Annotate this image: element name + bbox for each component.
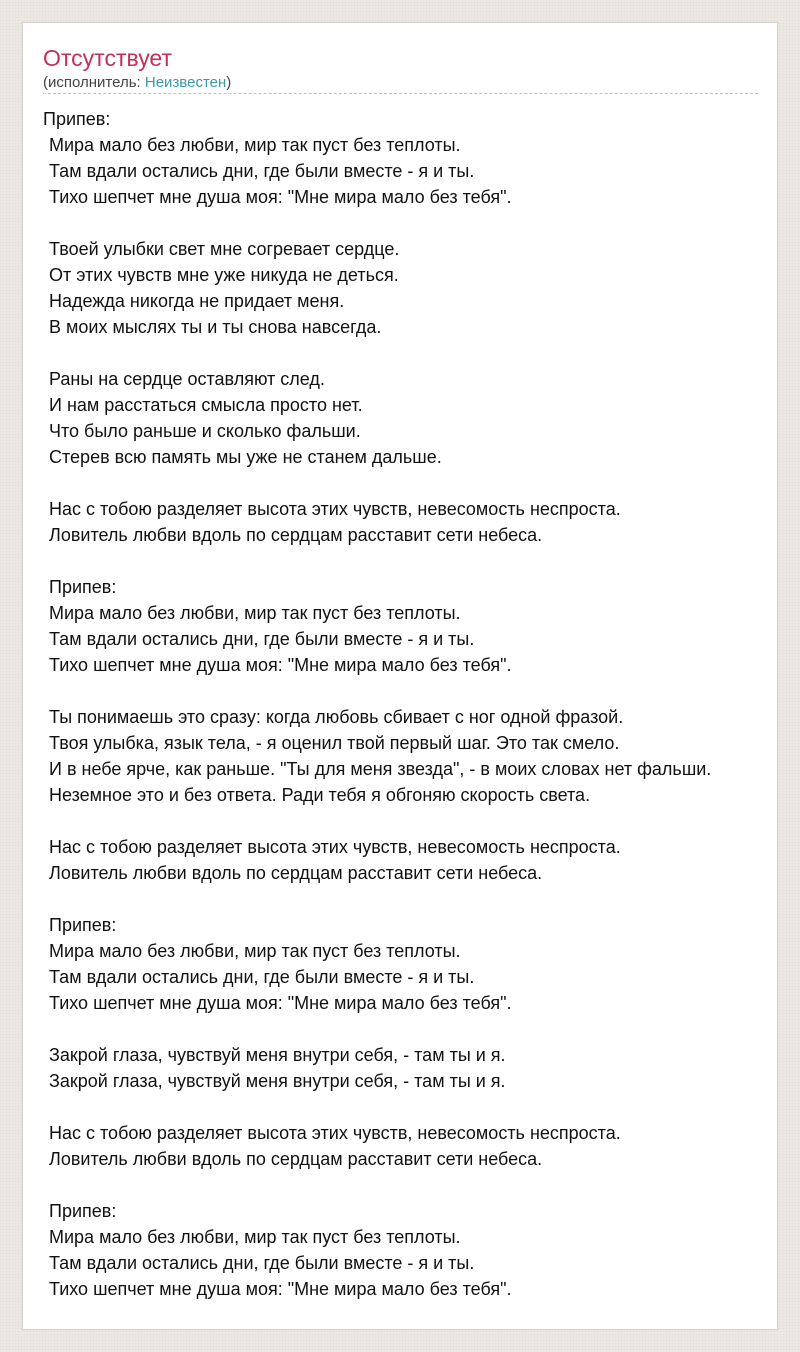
lyric-line: В моих мыслях ты и ты снова навсегда. bbox=[49, 317, 382, 337]
chorus-stanza bbox=[43, 912, 800, 1016]
artist-link[interactable]: Неизвестен bbox=[144, 74, 227, 91]
lyric-line: Ловитель любви вдоль по сердцам расставит сети небеса. bbox=[49, 525, 543, 545]
lyrics-text bbox=[43, 106, 800, 1328]
header-divider bbox=[43, 93, 758, 94]
lyric-line: Нас с тобою разделяет высота этих чувств, невесомость неспроста. bbox=[49, 837, 621, 857]
lyric-line: Тихо шепчет мне душа моя: "Мне мира мало без тебя". bbox=[49, 655, 512, 675]
lyric-line: Там вдали остались дни, где были вместе - я и ты. bbox=[49, 161, 475, 181]
lyric-line: Тихо шепчет мне душа моя: "Мне мира мало без тебя". bbox=[49, 993, 512, 1013]
lyric-line: Стерев всю память мы уже не станем дальше. bbox=[49, 447, 442, 467]
lyric-line: Мира мало без любви, мир так пуст без теплоты. bbox=[49, 941, 461, 961]
lyric-line: И в небе ярче, как раньше. "Ты для меня звезда", - в моих словах нет фальши. bbox=[49, 759, 712, 779]
chorus-stanza bbox=[43, 106, 800, 210]
chorus-stanza bbox=[43, 1198, 800, 1302]
verse-stanza bbox=[43, 1120, 800, 1172]
lyric-line: От этих чувств мне уже никуда не деться. bbox=[49, 265, 399, 285]
chorus-stanza bbox=[43, 574, 800, 678]
lyric-line: Там вдали остались дни, где были вместе - я и ты. bbox=[49, 967, 475, 987]
lyric-line: Ловитель любви вдоль по сердцам расставит сети небеса. bbox=[49, 863, 543, 883]
lyric-line: Ты понимаешь это сразу: когда любовь сбивает с ног одной фразой. bbox=[49, 707, 624, 727]
lyric-line: Неземное это и без ответа. Ради тебя я обгоняю скорость света. bbox=[49, 785, 591, 805]
lyric-line: Тихо шепчет мне душа моя: "Мне мира мало без тебя". bbox=[49, 187, 512, 207]
lyric-line: Закрой глаза, чувствуй меня внутри себя, - там ты и я. bbox=[49, 1071, 506, 1091]
chorus-label: Припев: bbox=[49, 1201, 117, 1221]
lyric-line: Нас с тобою разделяет высота этих чувств, невесомость неспроста. bbox=[49, 1123, 621, 1143]
song-title: Отсутствует bbox=[43, 45, 172, 71]
lyric-line: Нас с тобою разделяет высота этих чувств, невесомость неспроста. bbox=[49, 499, 621, 519]
verse-stanza bbox=[43, 834, 800, 886]
lyric-line: Надежда никогда не придает меня. bbox=[49, 291, 345, 311]
chorus-label: Припев: bbox=[49, 577, 117, 597]
chorus-label: Припев: bbox=[49, 915, 117, 935]
lyric-line: Твоя улыбка, язык тела, - я оценил твой первый шаг. Это так смело. bbox=[49, 733, 620, 753]
verse-stanza bbox=[43, 366, 800, 470]
verse-stanza bbox=[43, 1042, 800, 1094]
artist-suffix: ) bbox=[226, 74, 232, 91]
artist-line bbox=[43, 73, 231, 93]
lyrics-card bbox=[22, 22, 778, 1330]
lyric-line: Твоей улыбки свет мне согревает сердце. bbox=[49, 239, 400, 259]
verse-stanza bbox=[43, 236, 800, 340]
artist-prefix: (исполнитель: bbox=[43, 74, 145, 91]
lyric-line: Там вдали остались дни, где были вместе - я и ты. bbox=[49, 629, 475, 649]
lyric-line: Ловитель любви вдоль по сердцам расставит сети небеса. bbox=[49, 1149, 543, 1169]
lyric-line: Что было раньше и сколько фальши. bbox=[49, 421, 361, 441]
chorus-label: Припев: bbox=[43, 109, 111, 129]
verse-stanza bbox=[43, 704, 800, 808]
lyric-line: Тихо шепчет мне душа моя: "Мне мира мало без тебя". bbox=[49, 1279, 512, 1299]
lyric-line: И нам расстаться смысла просто нет. bbox=[49, 395, 363, 415]
lyric-line: Мира мало без любви, мир так пуст без теплоты. bbox=[49, 603, 461, 623]
lyric-line: Закрой глаза, чувствуй меня внутри себя, - там ты и я. bbox=[49, 1045, 506, 1065]
lyric-line: Раны на сердце оставляют след. bbox=[49, 369, 325, 389]
lyric-line: Мира мало без любви, мир так пуст без теплоты. bbox=[49, 135, 461, 155]
lyric-line: Мира мало без любви, мир так пуст без теплоты. bbox=[49, 1227, 461, 1247]
lyric-line: Там вдали остались дни, где были вместе - я и ты. bbox=[49, 1253, 475, 1273]
verse-stanza bbox=[43, 496, 800, 548]
